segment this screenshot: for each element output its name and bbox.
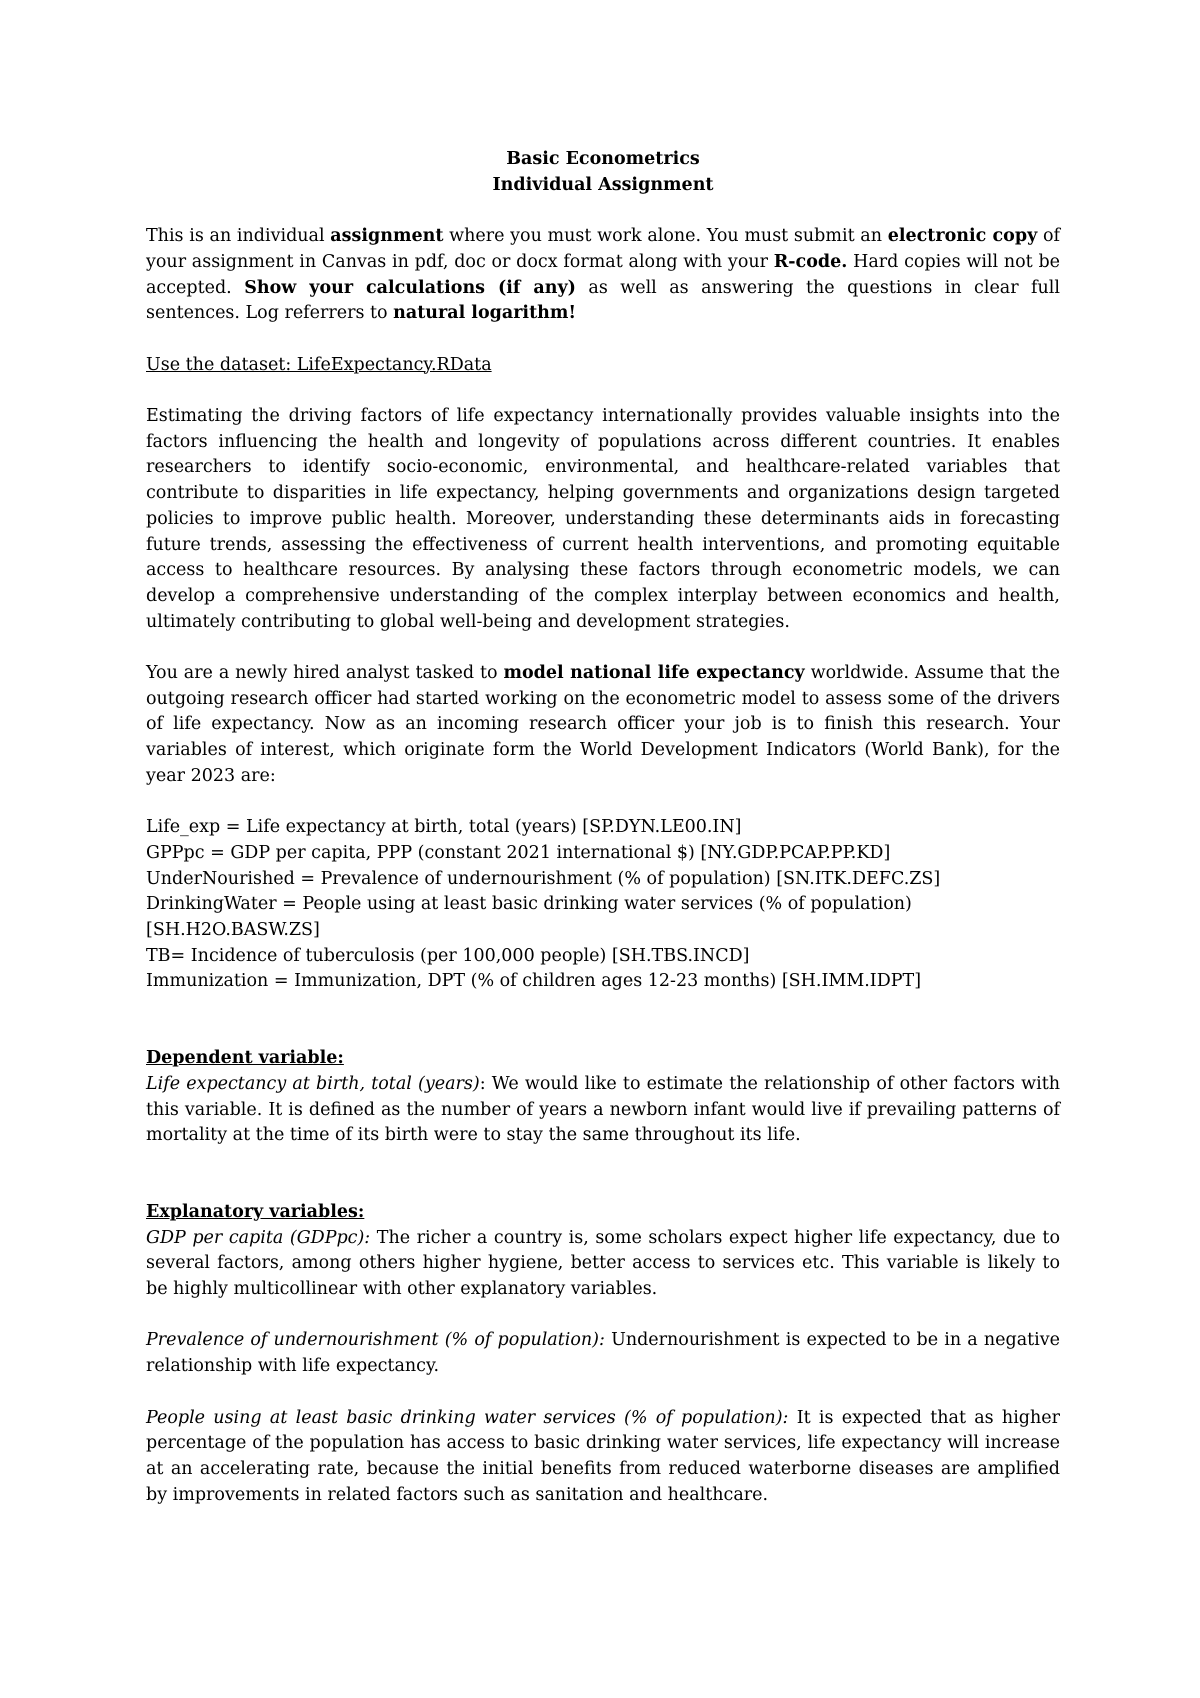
variable-item: DrinkingWater = People using at least basic drinking water services (% of population) [SH.H2O.BASW.ZS] — [146, 894, 912, 941]
document-title: Basic Econometrics — [506, 149, 700, 169]
variable-item: UnderNourished = Prevalence of undernourishment (% of population) [SN.ITK.DEFC.ZS] — [146, 868, 941, 889]
variable-item: Immunization = Immunization, DPT (% of children ages 12-23 months) [SH.IMM.IDPT] — [146, 971, 922, 992]
intro-bold: assignment — [330, 226, 444, 247]
explanatory-item — [146, 1226, 1060, 1303]
dependent-heading: Dependent variable: — [146, 1048, 344, 1069]
dependent-paragraph — [146, 1072, 1060, 1149]
explanatory-text: The richer a country is, some scholars expect higher life expectancy, due to several factors, among others higher hygiene, better access to services etc. This variable is likely to be highly multicollinear with other explanatory variables. — [146, 1227, 1060, 1300]
dataset-line: Use the dataset: LifeExpectancy.RData — [146, 354, 492, 375]
intro-text: Hard copies will not be accepted. — [146, 251, 1061, 298]
task-text: You are a newly hired analyst tasked to — [146, 663, 504, 683]
explanatory-label: People using at least basic drinking water services (% of population): — [146, 1407, 789, 1428]
document-subtitle: Individual Assignment — [492, 174, 714, 195]
intro-text: This is an individual — [146, 226, 331, 247]
intro-text: of your assignment in Canvas in pdf, doc or docx format along with your — [146, 226, 1060, 272]
intro-paragraph — [146, 224, 1060, 327]
task-bold: model national life expectancy — [503, 663, 805, 683]
intro-text: as well as answering the questions in clear full sentences. Log referrers to — [146, 277, 1060, 324]
intro-bold: electronic copy — [887, 226, 1038, 247]
context-paragraph: Estimating the driving factors of life expectancy internationally provides valuable insights into the factors influencing the health and longevity of populations across different countries. It enables researchers to identify socio-economic, environmental, and healthcare-related variables that contribute to disparities in life expectancy, helping governments and organizations design targeted policies to improve public health. Moreover, understanding these determinants aids in forecasting future trends, assessing the effectiveness of current health interventions, and promoting equitable access to healthcare resources. By analysing these factors through econometric models, we can develop a comprehensive understanding of the complex interplay between economics and health, ultimately contributing to global well-being and development strategies. — [146, 405, 1060, 632]
variable-item: GPPpc = GDP per capita, PPP (constant 2021 international $) [NY.GDP.PCAP.PP.KD] — [146, 842, 891, 863]
intro-text: where you must work alone. You must submit an — [443, 226, 888, 247]
explanatory-item — [146, 1328, 1060, 1379]
intro-bold: natural logarithm! — [393, 303, 577, 324]
explanatory-label: Prevalence of undernourishment (% of population): — [146, 1330, 605, 1351]
document-body — [146, 147, 1060, 1508]
intro-bold: Show your calculations (if any) — [244, 277, 576, 298]
explanatory-label: GDP per capita (GDPpc): — [146, 1227, 371, 1248]
dependent-text: : We would like to estimate the relationship of other factors with this variable. It is defined as the number of years a newborn infant would live if prevailing patterns of mortality at the time of its birth were to stay the same throughout its life. — [146, 1073, 1061, 1146]
task-text: worldwide. Assume that the outgoing research officer had started working on the econometric model to assess some of the drivers of life expectancy. Now as an incoming research officer your job is to finish this research. Your variables of interest, which originate form the World Development Indicators (World Bank), for the year 2023 are: — [146, 663, 1060, 786]
explanatory-text: Undernourishment is expected to be in a negative relationship with life expectancy. — [146, 1330, 1061, 1377]
dependent-label: Life expectancy at birth, total (years) — [146, 1073, 480, 1094]
variables-list — [146, 815, 1060, 995]
variable-item: Life_exp = Life expectancy at birth, total (years) [SP.DYN.LE00.IN] — [146, 817, 742, 838]
task-paragraph — [146, 661, 1060, 790]
explanatory-text: It is expected that as higher percentage of the population has access to basic drinking water services, life expectancy will increase at an accelerating rate, because the initial benefits from reduced waterborne diseases are amplified by improvements in related factors such as sanitation and healthcare. — [146, 1407, 1060, 1505]
intro-bold: R-code. — [773, 251, 848, 272]
variable-item: TB= Incidence of tuberculosis (per 100,000 people) [SH.TBS.INCD] — [146, 945, 750, 966]
explanatory-item — [146, 1406, 1060, 1509]
explanatory-heading: Explanatory variables: — [146, 1201, 365, 1222]
